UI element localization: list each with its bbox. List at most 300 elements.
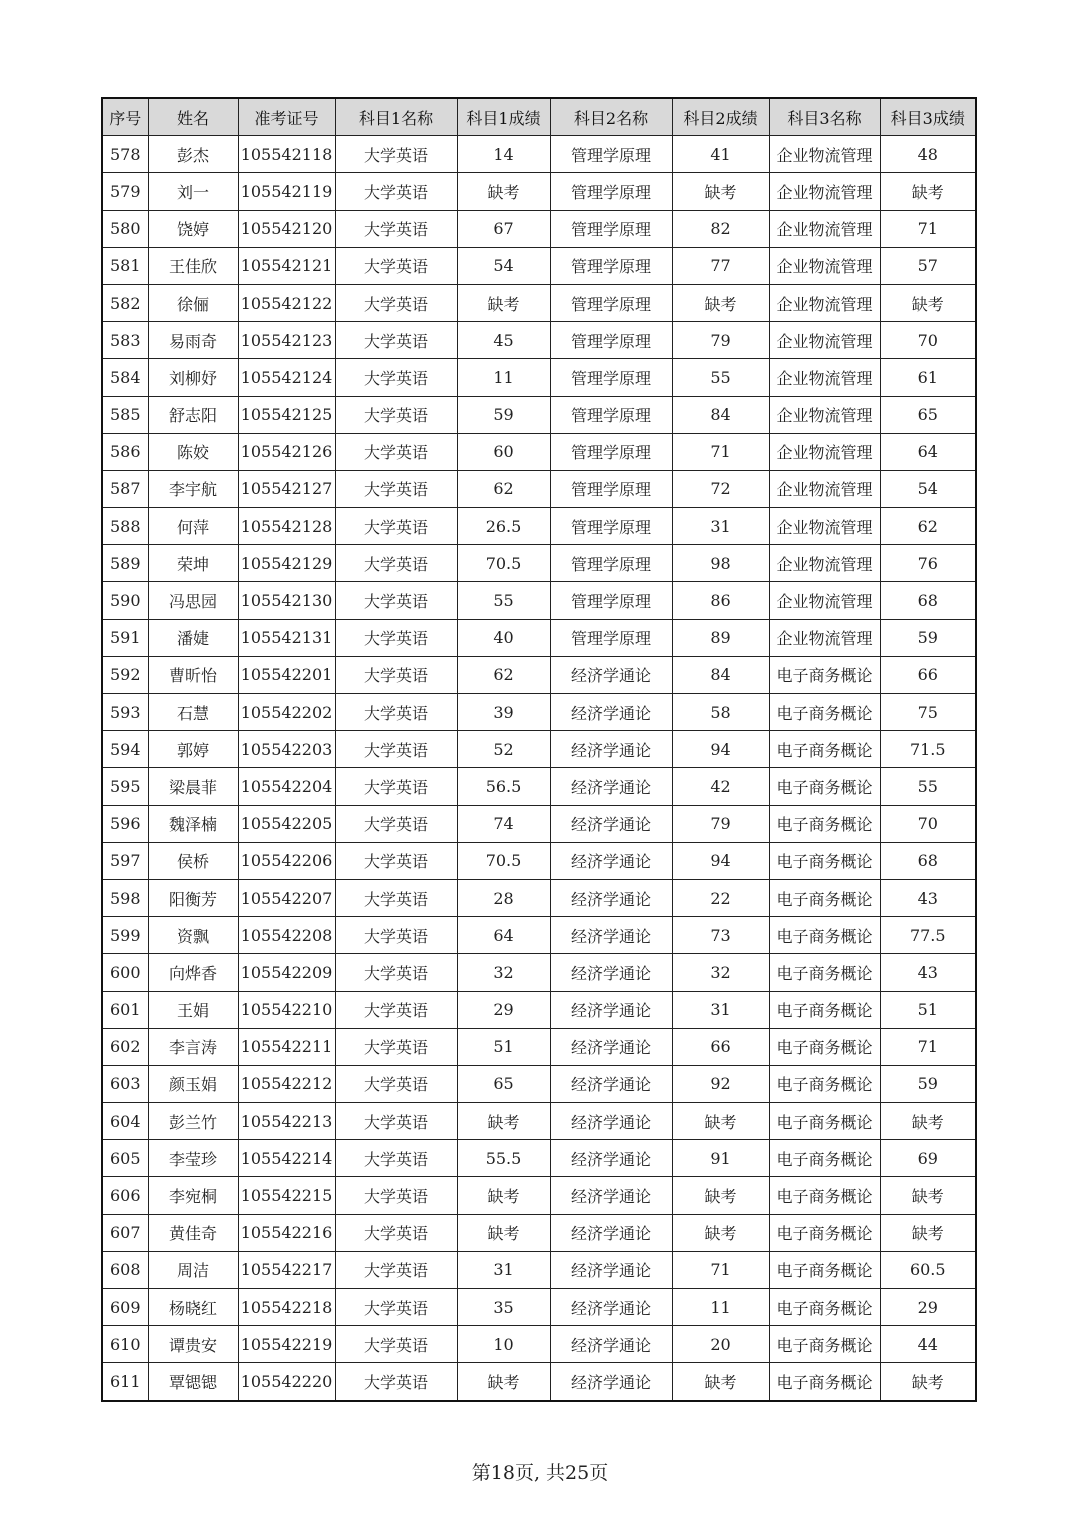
cell-exam-id: 105542120: [238, 210, 335, 247]
cell-exam-id: 105542218: [238, 1289, 335, 1326]
cell-subject2-score: 58: [672, 694, 769, 731]
cell-name: 侯桥: [148, 842, 238, 879]
cell-subject2-name: 管理学原理: [550, 136, 672, 173]
cell-subject3-name: 电子商务概论: [769, 1251, 880, 1288]
table-row: [102, 731, 976, 768]
cell-exam-id: 105542123: [238, 322, 335, 359]
cell-subject3-name: 电子商务概论: [769, 1028, 880, 1065]
table-row: [102, 359, 976, 396]
cell-subject1-score: 35: [457, 1289, 550, 1326]
cell-subject3-name: 电子商务概论: [769, 694, 880, 731]
cell-exam-id: 105542126: [238, 433, 335, 470]
cell-subject2-name: 经济学通论: [550, 1289, 672, 1326]
cell-exam-id: 105542211: [238, 1028, 335, 1065]
cell-subject2-score: 98: [672, 545, 769, 582]
cell-subject2-score: 82: [672, 210, 769, 247]
cell-subject2-name: 经济学通论: [550, 1103, 672, 1140]
cell-subject2-name: 经济学通论: [550, 954, 672, 991]
table-row: [102, 1177, 976, 1214]
cell-subject1-name: 大学英语: [335, 768, 457, 805]
cell-subject2-score: 89: [672, 619, 769, 656]
cell-exam-id: 105542201: [238, 656, 335, 693]
table-row: [102, 656, 976, 693]
cell-exam-id: 105542212: [238, 1065, 335, 1102]
cell-subject3-score: 44: [880, 1326, 976, 1363]
cell-name: 石慧: [148, 694, 238, 731]
table-row: [102, 1028, 976, 1065]
cell-subject3-name: 企业物流管理: [769, 508, 880, 545]
cell-subject1-score: 52: [457, 731, 550, 768]
cell-name: 李言涛: [148, 1028, 238, 1065]
cell-subject3-score: 59: [880, 1065, 976, 1102]
cell-subject2-name: 管理学原理: [550, 247, 672, 284]
cell-index: 605: [102, 1140, 148, 1177]
cell-exam-id: 105542119: [238, 173, 335, 210]
header-index: 序号: [102, 98, 148, 136]
cell-subject1-score: 55.5: [457, 1140, 550, 1177]
cell-subject3-score: 57: [880, 247, 976, 284]
cell-name: 王佳欣: [148, 247, 238, 284]
cell-exam-id: 105542130: [238, 582, 335, 619]
cell-name: 向烨香: [148, 954, 238, 991]
cell-subject3-score: 65: [880, 396, 976, 433]
cell-subject1-name: 大学英语: [335, 284, 457, 321]
table-row: [102, 991, 976, 1028]
cell-subject3-name: 企业物流管理: [769, 136, 880, 173]
cell-exam-id: 105542207: [238, 879, 335, 916]
cell-subject1-score: 11: [457, 359, 550, 396]
cell-name: 郭婷: [148, 731, 238, 768]
cell-index: 591: [102, 619, 148, 656]
cell-name: 舒志阳: [148, 396, 238, 433]
cell-name: 梁晨菲: [148, 768, 238, 805]
cell-exam-id: 105542209: [238, 954, 335, 991]
cell-exam-id: 105542220: [238, 1363, 335, 1401]
cell-subject1-score: 62: [457, 470, 550, 507]
cell-subject1-score: 39: [457, 694, 550, 731]
cell-name: 刘柳妤: [148, 359, 238, 396]
cell-index: 597: [102, 842, 148, 879]
cell-subject1-name: 大学英语: [335, 954, 457, 991]
cell-exam-id: 105542203: [238, 731, 335, 768]
cell-exam-id: 105542129: [238, 545, 335, 582]
cell-subject2-name: 管理学原理: [550, 545, 672, 582]
table-row: [102, 173, 976, 210]
cell-name: 王娟: [148, 991, 238, 1028]
cell-subject3-score: 缺考: [880, 1103, 976, 1140]
cell-subject1-name: 大学英语: [335, 1326, 457, 1363]
cell-name: 周洁: [148, 1251, 238, 1288]
cell-subject2-score: 11: [672, 1289, 769, 1326]
score-table: [101, 97, 977, 1402]
cell-name: 覃锶锶: [148, 1363, 238, 1401]
cell-subject3-score: 43: [880, 954, 976, 991]
cell-index: 601: [102, 991, 148, 1028]
cell-subject2-name: 经济学通论: [550, 731, 672, 768]
cell-subject1-score: 62: [457, 656, 550, 693]
cell-subject2-score: 缺考: [672, 1103, 769, 1140]
cell-subject2-name: 管理学原理: [550, 619, 672, 656]
cell-subject3-name: 电子商务概论: [769, 1103, 880, 1140]
cell-subject3-name: 电子商务概论: [769, 879, 880, 916]
cell-exam-id: 105542131: [238, 619, 335, 656]
cell-subject3-score: 68: [880, 842, 976, 879]
cell-subject1-name: 大学英语: [335, 656, 457, 693]
cell-subject1-name: 大学英语: [335, 1065, 457, 1102]
cell-exam-id: 105542121: [238, 247, 335, 284]
cell-subject3-name: 企业物流管理: [769, 322, 880, 359]
cell-subject1-score: 缺考: [457, 1214, 550, 1251]
cell-subject3-score: 62: [880, 508, 976, 545]
cell-index: 590: [102, 582, 148, 619]
cell-subject1-score: 45: [457, 322, 550, 359]
cell-subject2-score: 94: [672, 731, 769, 768]
cell-subject3-score: 48: [880, 136, 976, 173]
cell-subject1-score: 40: [457, 619, 550, 656]
table-row: [102, 247, 976, 284]
table-row: [102, 1363, 976, 1401]
cell-subject2-score: 86: [672, 582, 769, 619]
cell-exam-id: 105542128: [238, 508, 335, 545]
cell-name: 李宛桐: [148, 1177, 238, 1214]
cell-exam-id: 105542216: [238, 1214, 335, 1251]
cell-subject2-name: 经济学通论: [550, 991, 672, 1028]
cell-index: 581: [102, 247, 148, 284]
cell-exam-id: 105542127: [238, 470, 335, 507]
cell-subject1-name: 大学英语: [335, 173, 457, 210]
cell-index: 592: [102, 656, 148, 693]
cell-subject2-name: 经济学通论: [550, 1065, 672, 1102]
cell-subject2-score: 71: [672, 433, 769, 470]
table-row: [102, 1326, 976, 1363]
cell-subject1-name: 大学英语: [335, 917, 457, 954]
cell-name: 谭贵安: [148, 1326, 238, 1363]
cell-name: 彭兰竹: [148, 1103, 238, 1140]
cell-subject2-name: 经济学通论: [550, 1363, 672, 1401]
cell-subject2-name: 管理学原理: [550, 433, 672, 470]
cell-subject1-name: 大学英语: [335, 879, 457, 916]
cell-index: 611: [102, 1363, 148, 1401]
cell-subject3-name: 电子商务概论: [769, 805, 880, 842]
cell-subject3-name: 企业物流管理: [769, 284, 880, 321]
cell-subject3-score: 70: [880, 805, 976, 842]
cell-index: 579: [102, 173, 148, 210]
cell-subject1-name: 大学英语: [335, 842, 457, 879]
cell-index: 584: [102, 359, 148, 396]
cell-subject1-score: 26.5: [457, 508, 550, 545]
cell-subject2-score: 84: [672, 396, 769, 433]
cell-subject3-score: 64: [880, 433, 976, 470]
header-subject2-name: 科目2名称: [550, 98, 672, 136]
cell-name: 陈姣: [148, 433, 238, 470]
cell-subject2-name: 经济学通论: [550, 805, 672, 842]
cell-subject3-name: 企业物流管理: [769, 210, 880, 247]
cell-name: 李宇航: [148, 470, 238, 507]
cell-subject3-name: 电子商务概论: [769, 1326, 880, 1363]
cell-subject3-name: 企业物流管理: [769, 582, 880, 619]
cell-index: 580: [102, 210, 148, 247]
cell-exam-id: 105542205: [238, 805, 335, 842]
cell-subject2-name: 管理学原理: [550, 284, 672, 321]
cell-subject1-score: 32: [457, 954, 550, 991]
cell-subject3-score: 54: [880, 470, 976, 507]
cell-subject1-name: 大学英语: [335, 322, 457, 359]
cell-index: 583: [102, 322, 148, 359]
cell-subject1-score: 70.5: [457, 842, 550, 879]
cell-subject2-name: 管理学原理: [550, 359, 672, 396]
cell-subject1-name: 大学英语: [335, 1140, 457, 1177]
cell-subject1-name: 大学英语: [335, 359, 457, 396]
cell-index: 604: [102, 1103, 148, 1140]
cell-name: 刘一: [148, 173, 238, 210]
cell-index: 578: [102, 136, 148, 173]
cell-subject3-score: 29: [880, 1289, 976, 1326]
cell-subject1-score: 缺考: [457, 1103, 550, 1140]
cell-subject1-name: 大学英语: [335, 508, 457, 545]
cell-index: 603: [102, 1065, 148, 1102]
cell-subject3-name: 企业物流管理: [769, 470, 880, 507]
cell-name: 杨晓红: [148, 1289, 238, 1326]
table-row: [102, 879, 976, 916]
cell-subject1-score: 56.5: [457, 768, 550, 805]
cell-subject2-score: 缺考: [672, 1363, 769, 1401]
cell-index: 600: [102, 954, 148, 991]
cell-name: 阳衡芳: [148, 879, 238, 916]
cell-subject3-score: 70: [880, 322, 976, 359]
cell-index: 585: [102, 396, 148, 433]
cell-index: 593: [102, 694, 148, 731]
cell-subject3-name: 电子商务概论: [769, 1177, 880, 1214]
cell-subject3-name: 企业物流管理: [769, 359, 880, 396]
cell-subject3-score: 69: [880, 1140, 976, 1177]
cell-subject3-name: 电子商务概论: [769, 656, 880, 693]
cell-subject1-name: 大学英语: [335, 433, 457, 470]
cell-exam-id: 105542124: [238, 359, 335, 396]
cell-subject2-score: 42: [672, 768, 769, 805]
header-subject1-name: 科目1名称: [335, 98, 457, 136]
cell-subject3-name: 电子商务概论: [769, 1214, 880, 1251]
cell-subject1-name: 大学英语: [335, 731, 457, 768]
cell-subject2-name: 经济学通论: [550, 842, 672, 879]
cell-subject1-name: 大学英语: [335, 1028, 457, 1065]
header-subject2-score: 科目2成绩: [672, 98, 769, 136]
table-row: [102, 136, 976, 173]
cell-subject2-score: 32: [672, 954, 769, 991]
table-row: [102, 433, 976, 470]
cell-subject3-score: 51: [880, 991, 976, 1028]
cell-exam-id: 105542206: [238, 842, 335, 879]
cell-subject2-name: 经济学通论: [550, 1251, 672, 1288]
cell-subject3-score: 71: [880, 210, 976, 247]
cell-subject1-name: 大学英语: [335, 1177, 457, 1214]
header-subject3-name: 科目3名称: [769, 98, 880, 136]
cell-subject1-name: 大学英语: [335, 396, 457, 433]
cell-exam-id: 105542118: [238, 136, 335, 173]
table-row: [102, 1065, 976, 1102]
cell-subject3-score: 68: [880, 582, 976, 619]
cell-subject2-name: 经济学通论: [550, 1214, 672, 1251]
cell-subject1-score: 51: [457, 1028, 550, 1065]
cell-index: 589: [102, 545, 148, 582]
cell-subject1-score: 64: [457, 917, 550, 954]
cell-subject1-name: 大学英语: [335, 805, 457, 842]
cell-subject2-name: 管理学原理: [550, 173, 672, 210]
cell-subject1-score: 缺考: [457, 284, 550, 321]
header-exam-id: 准考证号: [238, 98, 335, 136]
cell-subject1-name: 大学英语: [335, 247, 457, 284]
cell-subject3-score: 55: [880, 768, 976, 805]
cell-subject3-name: 电子商务概论: [769, 991, 880, 1028]
cell-exam-id: 105542210: [238, 991, 335, 1028]
cell-subject2-score: 84: [672, 656, 769, 693]
cell-subject3-name: 电子商务概论: [769, 917, 880, 954]
cell-subject3-score: 77.5: [880, 917, 976, 954]
cell-subject1-name: 大学英语: [335, 210, 457, 247]
cell-subject2-score: 55: [672, 359, 769, 396]
cell-exam-id: 105542208: [238, 917, 335, 954]
cell-subject2-name: 经济学通论: [550, 1028, 672, 1065]
cell-subject3-name: 企业物流管理: [769, 433, 880, 470]
cell-name: 潘婕: [148, 619, 238, 656]
cell-exam-id: 105542202: [238, 694, 335, 731]
cell-subject1-score: 60: [457, 433, 550, 470]
cell-subject3-score: 71.5: [880, 731, 976, 768]
cell-subject2-score: 22: [672, 879, 769, 916]
cell-subject2-name: 经济学通论: [550, 768, 672, 805]
cell-index: 582: [102, 284, 148, 321]
cell-subject3-score: 缺考: [880, 284, 976, 321]
cell-exam-id: 105542204: [238, 768, 335, 805]
cell-subject2-score: 73: [672, 917, 769, 954]
cell-index: 586: [102, 433, 148, 470]
table-row: [102, 805, 976, 842]
cell-subject1-score: 54: [457, 247, 550, 284]
cell-name: 资飘: [148, 917, 238, 954]
cell-index: 594: [102, 731, 148, 768]
cell-subject2-name: 经济学通论: [550, 694, 672, 731]
cell-index: 609: [102, 1289, 148, 1326]
cell-name: 黄佳奇: [148, 1214, 238, 1251]
cell-subject2-score: 66: [672, 1028, 769, 1065]
cell-subject1-score: 74: [457, 805, 550, 842]
cell-index: 596: [102, 805, 148, 842]
table-row: [102, 470, 976, 507]
cell-subject3-score: 缺考: [880, 1214, 976, 1251]
table-row: [102, 842, 976, 879]
cell-name: 彭杰: [148, 136, 238, 173]
cell-subject1-name: 大学英语: [335, 619, 457, 656]
cell-index: 587: [102, 470, 148, 507]
cell-subject3-name: 电子商务概论: [769, 768, 880, 805]
cell-subject3-name: 企业物流管理: [769, 173, 880, 210]
cell-exam-id: 105542214: [238, 1140, 335, 1177]
cell-subject2-name: 经济学通论: [550, 879, 672, 916]
cell-index: 606: [102, 1177, 148, 1214]
cell-subject2-name: 经济学通论: [550, 1140, 672, 1177]
table-row: [102, 210, 976, 247]
cell-subject3-name: 电子商务概论: [769, 1140, 880, 1177]
cell-subject3-name: 电子商务概论: [769, 1065, 880, 1102]
cell-subject1-score: 14: [457, 136, 550, 173]
cell-subject1-name: 大学英语: [335, 1363, 457, 1401]
cell-subject1-score: 70.5: [457, 545, 550, 582]
cell-subject1-score: 缺考: [457, 173, 550, 210]
table-row: [102, 508, 976, 545]
table-row: [102, 1140, 976, 1177]
cell-name: 饶婷: [148, 210, 238, 247]
cell-subject2-name: 管理学原理: [550, 396, 672, 433]
table-row: [102, 284, 976, 321]
table-row: [102, 322, 976, 359]
table-body: [102, 136, 976, 1401]
cell-subject3-name: 企业物流管理: [769, 545, 880, 582]
cell-subject2-score: 94: [672, 842, 769, 879]
cell-index: 610: [102, 1326, 148, 1363]
cell-subject1-name: 大学英语: [335, 470, 457, 507]
header-subject1-score: 科目1成绩: [457, 98, 550, 136]
cell-subject1-score: 59: [457, 396, 550, 433]
cell-index: 595: [102, 768, 148, 805]
cell-name: 徐俪: [148, 284, 238, 321]
cell-subject1-score: 10: [457, 1326, 550, 1363]
cell-index: 588: [102, 508, 148, 545]
cell-subject3-name: 电子商务概论: [769, 731, 880, 768]
page-number: 第18页, 共25页: [471, 1462, 609, 1484]
cell-subject1-name: 大学英语: [335, 1103, 457, 1140]
cell-subject3-name: 企业物流管理: [769, 247, 880, 284]
cell-name: 易雨奇: [148, 322, 238, 359]
cell-subject1-score: 缺考: [457, 1177, 550, 1214]
cell-subject2-score: 20: [672, 1326, 769, 1363]
cell-index: 598: [102, 879, 148, 916]
cell-subject2-name: 经济学通论: [550, 917, 672, 954]
cell-subject2-name: 管理学原理: [550, 508, 672, 545]
cell-subject1-score: 31: [457, 1251, 550, 1288]
table-row: [102, 768, 976, 805]
table-row: [102, 619, 976, 656]
cell-exam-id: 105542219: [238, 1326, 335, 1363]
cell-subject2-score: 31: [672, 991, 769, 1028]
cell-name: 何萍: [148, 508, 238, 545]
cell-subject2-score: 79: [672, 322, 769, 359]
cell-subject3-score: 60.5: [880, 1251, 976, 1288]
cell-exam-id: 105542215: [238, 1177, 335, 1214]
cell-subject1-score: 67: [457, 210, 550, 247]
cell-subject1-name: 大学英语: [335, 991, 457, 1028]
cell-subject2-name: 管理学原理: [550, 582, 672, 619]
cell-name: 冯思园: [148, 582, 238, 619]
table-row: [102, 1251, 976, 1288]
cell-subject2-score: 79: [672, 805, 769, 842]
cell-exam-id: 105542213: [238, 1103, 335, 1140]
table-row: [102, 1103, 976, 1140]
cell-subject2-score: 缺考: [672, 284, 769, 321]
cell-subject3-name: 电子商务概论: [769, 1289, 880, 1326]
table-header-row: [102, 98, 976, 136]
header-subject3-score: 科目3成绩: [880, 98, 976, 136]
cell-name: 荣坤: [148, 545, 238, 582]
cell-subject2-score: 41: [672, 136, 769, 173]
table-row: [102, 1214, 976, 1251]
cell-subject2-score: 31: [672, 508, 769, 545]
cell-name: 魏泽楠: [148, 805, 238, 842]
cell-subject1-score: 28: [457, 879, 550, 916]
cell-subject3-name: 企业物流管理: [769, 619, 880, 656]
cell-subject3-score: 缺考: [880, 1363, 976, 1401]
cell-name: 曹昕怡: [148, 656, 238, 693]
cell-subject1-name: 大学英语: [335, 1289, 457, 1326]
cell-subject2-name: 管理学原理: [550, 210, 672, 247]
